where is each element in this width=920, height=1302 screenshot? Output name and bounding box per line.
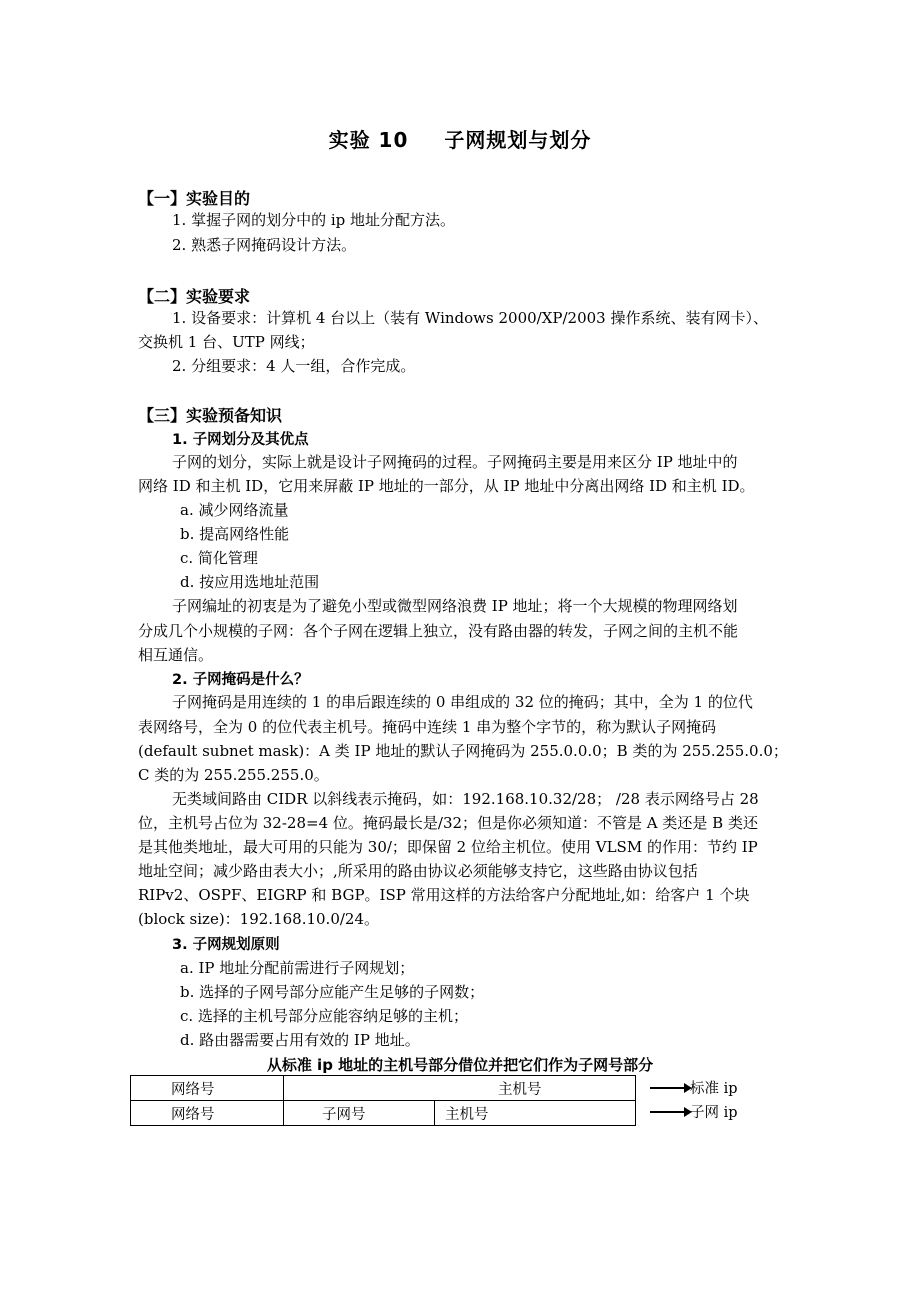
paragraph-line: 网络 ID 和主机 ID，它用来屏蔽 IP 地址的一部分，从 IP 地址中分离出网络 ID 和主机 ID。 — [138, 477, 755, 495]
paragraph-line: 是其他类地址，最大可用的只能为 30/；即保留 2 位给主机位。使用 VLSM 的作用：节约 IP — [138, 838, 758, 856]
list-item: c. 简化管理 — [180, 549, 258, 567]
network-cell: 网络号 — [131, 1101, 284, 1126]
list-item: d. 路由器需要占用有效的 IP 地址。 — [180, 1031, 420, 1049]
objective-item: 2. 熟悉子网掩码设计方法。 — [172, 236, 357, 254]
paragraph-line: 无类域间路由 CIDR 以斜线表示掩码，如：192.168.10.32/28； /28 表示网络号占 28 — [172, 790, 759, 808]
ip-structure-table — [130, 1075, 636, 1126]
table-row-standard — [131, 1076, 636, 1101]
section-heading-requirements: 【二】实验要求 — [138, 287, 251, 306]
title-text: 子网规划与划分 — [444, 128, 592, 152]
paragraph-line: (default subnet mask)：A 类 IP 地址的默认子网掩码为 255.0.0.0；B 类的为 255.255.0.0； — [138, 742, 788, 760]
host-cell: 主机号 — [284, 1076, 636, 1101]
list-item: a. 减少网络流量 — [180, 501, 289, 519]
requirement-line: 2. 分组要求：4 人一组，合作完成。 — [172, 357, 416, 375]
paragraph-line: 地址空间；减少路由表大小；,所采用的路由协议必须能够支持它，这些路由协议包括 — [138, 862, 698, 880]
paragraph-line: 相互通信。 — [138, 646, 214, 664]
paragraph-line: 表网络号，全为 0 的位代表主机号。掩码中连续 1 串为整个字节的，称为默认子网掩码 — [138, 718, 717, 736]
diagram-caption: 从标准 ip 地址的主机号部分借位并把它们作为子网号部分 — [266, 1056, 654, 1074]
network-cell: 网络号 — [131, 1076, 284, 1101]
section-heading-objectives: 【一】实验目的 — [138, 189, 251, 208]
section-heading-knowledge: 【三】实验预备知识 — [138, 406, 283, 425]
standard-ip-label: 标准 ip — [690, 1081, 738, 1097]
subnet-cell: 子网号 — [284, 1101, 435, 1126]
subnet-ip-label: 子网 ip — [690, 1105, 738, 1121]
subheading-subnetting: 1. 子网划分及其优点 — [172, 432, 309, 448]
arrow-right-icon — [650, 1087, 690, 1089]
paragraph-line: 位，主机号占位为 32-28=4 位。掩码最长是/32；但是你必须知道：不管是 A 类还是 B 类还 — [138, 814, 758, 832]
objective-item: 1. 掌握子网的划分中的 ip 地址分配方法。 — [172, 211, 456, 229]
paragraph-line: 分成几个小规模的子网：各个子网在逻辑上独立，没有路由器的转发，子网之间的主机不能 — [138, 622, 739, 640]
paragraph-line: RIPv2、OSPF、EIGRP 和 BGP。ISP 常用这样的方法给客户分配地址,如：给客户 1 个块 — [138, 886, 750, 904]
host-cell: 主机号 — [435, 1101, 636, 1126]
paragraph-line: (block size)：192.168.10.0/24。 — [138, 910, 380, 928]
subheading-mask: 2. 子网掩码是什么？ — [172, 672, 309, 688]
requirement-line: 1. 设备要求：计算机 4 台以上（装有 Windows 2000/XP/2003 操作系统、装有网卡）、 — [172, 309, 768, 327]
paragraph-line: 子网掩码是用连续的 1 的串后跟连续的 0 串组成的 32 位的掩码；其中，全为 1 的位代 — [172, 693, 753, 711]
paragraph-line: 子网的划分，实际上就是设计子网掩码的过程。子网掩码主要是用来区分 IP 地址中的 — [172, 453, 738, 471]
paragraph-line: 子网编址的初衷是为了避免小型或微型网络浪费 IP 地址；将一个大规模的物理网络划 — [172, 597, 738, 615]
list-item: b. 提高网络性能 — [180, 525, 290, 543]
title-number: 实验 10 — [328, 128, 409, 152]
page-title — [0, 124, 920, 153]
list-item: b. 选择的子网号部分应能产生足够的子网数； — [180, 983, 485, 1001]
list-item: d. 按应用选地址范围 — [180, 573, 320, 591]
subheading-principles: 3. 子网规划原则 — [172, 937, 280, 953]
table-row-subnet — [131, 1101, 636, 1126]
requirement-line: 交换机 1 台、UTP 网线； — [138, 333, 315, 351]
arrow-right-icon — [650, 1111, 690, 1113]
paragraph-line: C 类的为 255.255.255.0。 — [138, 766, 329, 784]
list-item: a. IP 地址分配前需进行子网规划； — [180, 959, 415, 977]
list-item: c. 选择的主机号部分应能容纳足够的主机； — [180, 1007, 468, 1025]
